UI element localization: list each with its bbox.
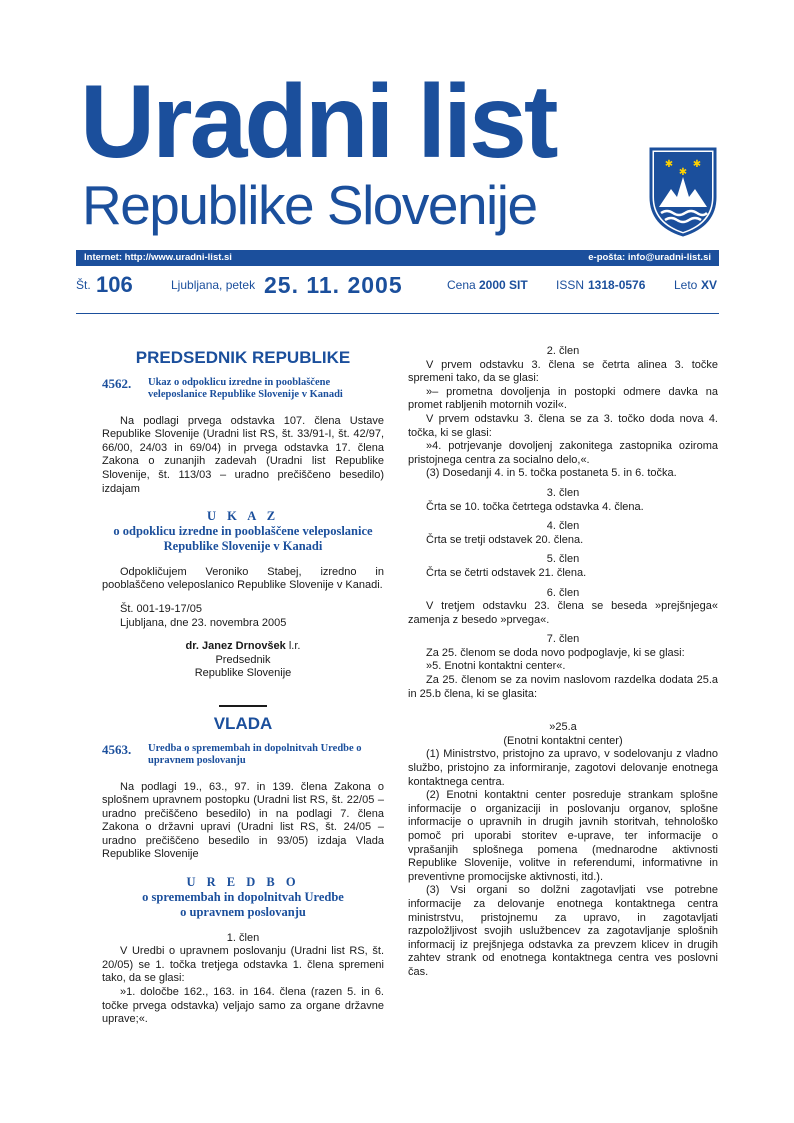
document-kind: U R E D B O bbox=[186, 875, 300, 890]
article-paragraph: V tretjem odstavku 23. člena se beseda »prejšnjega« zamenja z besedo »prvega«. bbox=[408, 600, 718, 626]
article-heading: »25.a bbox=[549, 721, 577, 734]
decree-date: Ljubljana, dne 23. novembra 2005 bbox=[120, 616, 287, 629]
section-heading-government: VLADA bbox=[213, 713, 273, 733]
article-heading: 7. člen bbox=[546, 633, 580, 646]
contact-bar bbox=[76, 250, 719, 266]
issn: 1318-0576 bbox=[588, 278, 646, 292]
article-paragraph: Za 25. členom se doda novo podpoglavje, ki se glasi: bbox=[426, 646, 685, 659]
year-label: Leto bbox=[674, 278, 698, 292]
section-heading-president: PREDSEDNIK REPUBLIKE bbox=[135, 348, 351, 367]
article-paragraph: »1. določbe 162., 163. in 164. člena (razen 5. in 6. točke prvega odstavka) veljajo samo za organe državne uprave;«. bbox=[102, 986, 384, 1026]
issue-number: 106 bbox=[96, 272, 133, 297]
left-column bbox=[102, 345, 384, 1027]
article-paragraph: »4. potrjevanje dovoljenj zakonitega zastopnika oziroma pristojnega centra za socialno delo,«. bbox=[408, 440, 718, 466]
act-title: Uredba o spremembah in dopolnitvah Uredbe o upravnem poslovanju bbox=[148, 742, 362, 766]
article-paragraph: »– prometna dovoljenja in postopki odmere davka na promet rabljenih motornih vozil«. bbox=[408, 385, 718, 412]
signer-suffix: l.r. bbox=[285, 640, 301, 653]
article-paragraph: V Uredbi o upravnem poslovanju (Uradni list RS, št. 20/05) se 1. točka tretjega odstavka 1. člena spremeni tako, da se glasi: bbox=[102, 945, 384, 985]
signer-name: dr. Janez Drnovšek bbox=[185, 640, 286, 653]
article-paragraph: (2) Enotni kontaktni center posreduje strankam splošne informacije o organizaciji in poslovanju organov, splošne informacije o upravnih in drugih javnih storitvah, tehnološko pomoč pri uporabi storitev e-uprave, ter informacije o vprašanjih splošnega pomena (mednarodne aktivnosti Republike Slovenije, volitve in referendumi, informativne in preventivne promocijske aktivnosti, itd.). bbox=[408, 789, 718, 883]
email-link[interactable]: e-pošta: info@uradni-list.si bbox=[588, 252, 711, 263]
article-paragraph: (1) Ministrstvo, pristojno za upravo, v sodelovanju z vladno službo, pristojno za informiranje, zagotovi delovanje enotnega kontaktnega centra. bbox=[408, 748, 718, 788]
svg-text:✱: ✱ bbox=[664, 159, 674, 170]
signer-role-2: Republike Slovenije bbox=[194, 667, 292, 680]
issue-date: 25. 11. 2005 bbox=[264, 272, 403, 298]
document-subject-2: o upravnem poslovanju bbox=[180, 904, 306, 919]
article-paragraph: Črta se četrti odstavek 21. člena. bbox=[426, 566, 587, 579]
act-4563-heading bbox=[102, 743, 384, 767]
right-column bbox=[408, 345, 718, 980]
article-paragraph: V prvem odstavku 3. člena se za 3. točko doda nova 4. točka, ki se glasi: bbox=[408, 412, 718, 439]
masthead-title: Uradni list bbox=[80, 64, 556, 180]
article-paragraph: (3) Vsi organi so dolžni zagotavljati vse potrebne informacije za delovanje enotnega kontaktnega centra ministrstvu, pristojnemu za upravo, in zagotavljati razpoložljivost svojih uslužbencev za zagotavljanje splošnih informacij iz prejšnjega odstavka za prevzem klicev in drugih zahtev strank od enotnega kontaktnega centra ves poslovni čas. bbox=[408, 884, 718, 978]
signer-role: Predsednik bbox=[215, 653, 271, 666]
price: 2000 SIT bbox=[479, 278, 528, 292]
document-subject: o odpoklicu izredne in pooblaščene veleposlanice Republike Slovenije v Kanadi bbox=[113, 523, 373, 553]
act-number: 4563. bbox=[102, 741, 132, 757]
article-heading: 2. člen bbox=[546, 345, 580, 357]
article-heading: 6. člen bbox=[546, 586, 580, 599]
document-subject: o spremembah in dopolnitvah Uredbe bbox=[142, 889, 344, 904]
act-intro: Na podlagi 19., 63., 97. in 139. člena Zakona o splošnem upravnem postopku (Uradni list RS, št. 22/05 – uradno prečiščeno besedilo) in na podlagi 7. člena Zakona o državni upravi (Uradni list RS, št. 24/05 – uradno prečiščeno besedilo in 93/05) izdaja Vlada Republike Slovenije bbox=[102, 780, 384, 861]
article-paragraph: »5. Enotni kontaktni center«. bbox=[426, 660, 566, 673]
header-divider bbox=[76, 313, 719, 314]
article-subtitle: (Enotni kontaktni center) bbox=[503, 734, 623, 747]
coat-of-arms-icon bbox=[647, 145, 719, 237]
issn-label: ISSN bbox=[556, 278, 585, 292]
article-paragraph: Za 25. členom se za novim naslovom razdelka dodata 25.a in 25.b člena, ki se glasita: bbox=[408, 674, 718, 700]
act-title: Ukaz o odpoklicu izredne in pooblaščene veleposlanice Republike Slovenije v Kanadi bbox=[148, 376, 343, 400]
article-paragraph: V prvem odstavku 3. člena se četrta alinea 3. točke spremeni tako, da se glasi: bbox=[408, 358, 718, 385]
svg-text:✱: ✱ bbox=[678, 167, 688, 178]
issue-place-day: Ljubljana, petek bbox=[171, 278, 256, 292]
section-separator bbox=[219, 705, 267, 707]
article-paragraph: Črta se 10. točka četrtega odstavka 4. člena. bbox=[426, 500, 644, 513]
decree-number: Št. 001-19-17/05 bbox=[120, 602, 202, 615]
act-number: 4562. bbox=[102, 375, 132, 391]
price-label: Cena bbox=[447, 278, 476, 292]
signature-block bbox=[102, 640, 384, 654]
svg-text:✱: ✱ bbox=[692, 159, 702, 170]
article-heading: 1. člen bbox=[226, 931, 260, 944]
document-kind: U K A Z bbox=[206, 509, 280, 524]
article-paragraph: Črta se tretji odstavek 20. člena. bbox=[426, 533, 584, 546]
year: XV bbox=[701, 278, 718, 292]
issue-info-row bbox=[76, 272, 719, 302]
act-intro: Na podlagi prvega odstavka 107. člena Ustave Republike Slovenije (Uradni list RS, št. 33/91-I, št. 42/97, 66/00, 24/03 in 69/04) in prvega odstavka 17. člena Zakona o zunanjih zadevah (Uradni list Republike Slovenije, št. 113/03 – uradno prečiščeno besedilo) izdajam bbox=[102, 414, 384, 495]
article-heading: 3. člen bbox=[546, 486, 580, 499]
article-heading: 5. člen bbox=[546, 553, 580, 566]
website-link[interactable]: Internet: http://www.uradni-list.si bbox=[84, 252, 232, 263]
issue-number-label: Št. bbox=[76, 278, 91, 292]
masthead-subtitle: Republike Slovenije bbox=[82, 174, 537, 236]
decree-text: Odpokličujem Veroniko Stabej, izredno in pooblaščeno veleposlanico Republike Slovenije v Kanadi. bbox=[102, 565, 384, 592]
act-4562-heading bbox=[102, 377, 384, 401]
article-heading: 4. člen bbox=[546, 520, 580, 533]
article-paragraph: (3) Dosedanji 4. in 5. točka postaneta 5. in 6. točka. bbox=[426, 467, 677, 480]
